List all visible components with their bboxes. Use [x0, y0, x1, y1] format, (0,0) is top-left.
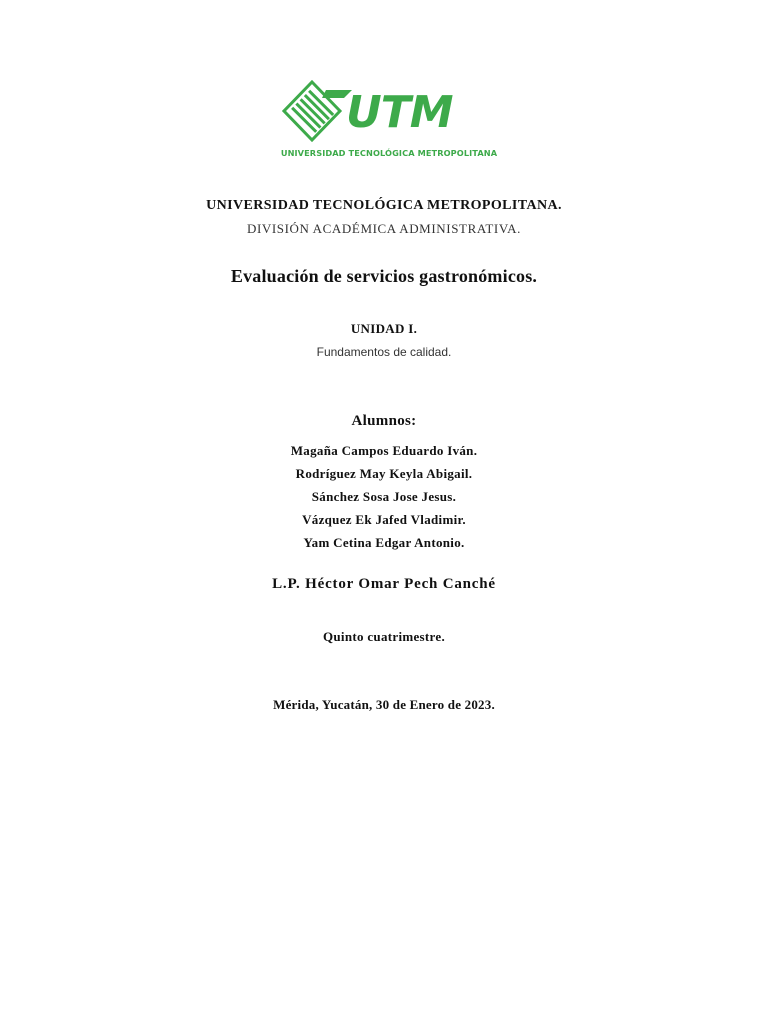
division-name: DIVISIÓN ACADÉMICA ADMINISTRATIVA. — [246, 221, 522, 236]
unit-description: Fundamentos de calidad. — [316, 345, 452, 359]
teacher-name: L.P. Héctor Omar Pech Canché — [272, 576, 496, 592]
term: Quinto cuatrimestre. — [322, 629, 446, 644]
university-name: UNIVERSIDAD TECNOLÓGICA METROPOLITANA. — [206, 198, 562, 213]
logo-wordmark: UTM — [346, 87, 453, 138]
student-name: Sánchez Sosa Jose Jesus. — [311, 489, 457, 504]
student-name: Vázquez Ek Jafed Vladimir. — [302, 512, 466, 527]
unit-title: UNIDAD I. — [350, 321, 418, 336]
student-name: Magaña Campos Eduardo Iván. — [290, 443, 478, 458]
university-logo — [274, 80, 504, 160]
students-heading: Alumnos: — [351, 413, 417, 429]
student-name: Rodríguez May Keyla Abigail. — [295, 466, 473, 481]
logo-caption: UNIVERSIDAD TECNOLÓGICA METROPOLITANA — [280, 148, 498, 158]
place-date: Mérida, Yucatán, 30 de Enero de 2023. — [273, 697, 495, 712]
student-name: Yam Cetina Edgar Antonio. — [303, 535, 465, 550]
subject-title: Evaluación de servicios gastronómicos. — [230, 266, 538, 286]
students-list — [0, 439, 768, 554]
